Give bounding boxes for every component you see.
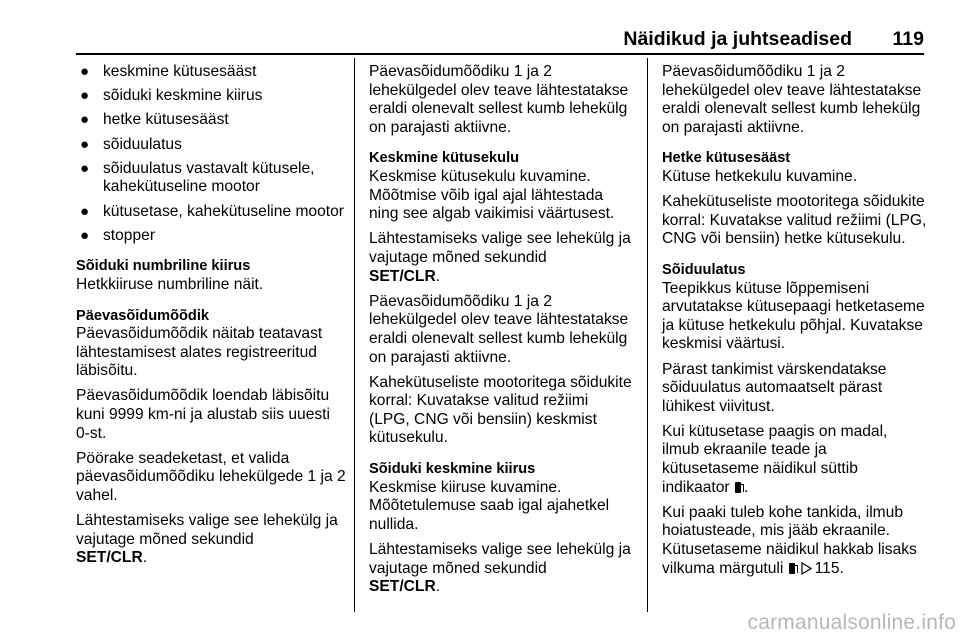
paragraph: Päevasõidumõõdiku 1 ja 2 lehekülgedel olev teave lähtestatakse eraldi olenevalt sellest kumb lehekülg on parajasti aktiivne.	[369, 63, 629, 136]
paragraph: Päevasõidumõõdik näitab teatavast lähtestamisest alates registreeritud läbisõitu.	[76, 325, 323, 380]
page-reference-arrow-icon	[801, 562, 812, 575]
list-item: ● stopper	[80, 226, 156, 244]
section-heading: Sõiduki numbriline kiirus	[76, 258, 251, 275]
bullet-icon: ●	[80, 87, 90, 105]
bullet-icon: ●	[80, 111, 90, 129]
page-title: Näidikud ja juhtseadised	[623, 28, 852, 50]
section-heading: Keskmine kütusekulu	[369, 150, 520, 167]
section-heading: Hetke kütusesääst	[662, 150, 791, 167]
paragraph: Lähtestamiseks valige see lehekülg ja vajutage mõned sekundid SET/CLR.	[369, 541, 631, 596]
list-item: ● hetke kütusesääst	[80, 111, 229, 129]
section-heading: Sõiduulatus	[662, 261, 746, 278]
section-digital-speed	[76, 257, 348, 294]
paragraph: Kui paaki tuleb kohe tankida, ilmub hoiatusteade, mis jääb ekraanile. Kütusetaseme näidikul hakkab lisaks vilkuma märgutuli 115.	[662, 503, 917, 577]
list-item: ● sõiduki keskmine kiirus	[80, 87, 263, 105]
list-item: ● sõiduulatus vastavalt kütusele, kahekütuseline mootor	[80, 159, 315, 196]
paragraph: Päevasõidumõõdiku 1 ja 2 lehekülgedel olev teave lähtestatakse eraldi olenevalt sellest kumb lehekülg on parajasti aktiivne.	[369, 292, 629, 366]
paragraph: Kütuse hetkekulu kuvamine.	[662, 167, 858, 185]
section-trip-odometer	[76, 307, 348, 569]
column-divider-1	[354, 58, 355, 612]
paragraph: Päevasõidumõõdik loendab läbisõitu kuni 9999 km-ni ja alustab siis uuesti 0-st.	[76, 387, 330, 442]
bullet-list	[76, 63, 348, 245]
paragraph: Keskmise kütusekulu kuvamine. Mõõtmise võib igal ajal lähtestada ning see algab vaikimisi väärtusest.	[369, 167, 615, 223]
bullet-icon: ●	[80, 63, 90, 80]
paragraph: Pöörake seadeketast, et valida päevasõidumõõdiku lehekülgede 1 ja 2 vahel.	[76, 449, 346, 505]
bullet-icon: ●	[80, 159, 90, 177]
section-heading: Päevasõidumõõdik	[76, 307, 210, 324]
header-rule	[76, 53, 924, 55]
column-divider-2	[647, 58, 648, 612]
page-reference-link[interactable]: 115.	[814, 559, 844, 577]
paragraph: Kui kütusetase paagis on madal, ilmub ekraanile teade ja kütusetaseme näidikul süttib indikaator .	[662, 422, 888, 496]
column-2	[369, 63, 633, 603]
paragraph: Teepikkus kütuse lõppemiseni arvutatakse kütusepaagi hetketaseme ja kütuse hetkekulu põhjal. Kuvatakse keskmisi väärtusi.	[662, 279, 925, 353]
paragraph: Kahekütuseliste mootoritega sõidukite korral: Kuvatakse valitud režiimi (LPG, CNG või bensiin) hetke kütusekulu.	[662, 193, 927, 248]
paragraph: Keskmise kiiruse kuvamine. Mõõtetulemuse saab igal ajahetkel nullida.	[369, 478, 610, 533]
paragraph: Pärast tankimist värskendatakse sõiduulatus automaatselt pärast lühikest viivitust.	[662, 360, 887, 415]
bullet-icon: ●	[80, 202, 90, 220]
section-heading: Sõiduki keskmine kiirus	[369, 461, 536, 478]
fuel-pump-icon	[734, 481, 744, 494]
column-1	[76, 63, 348, 575]
page-header	[0, 27, 960, 53]
paragraph: Päevasõidumõõdiku 1 ja 2 lehekülgedel olev teave lähtestatakse eraldi olenevalt sellest kumb lehekülg on parajasti aktiivne.	[662, 63, 922, 136]
section-average-speed	[369, 460, 633, 597]
paragraph: Lähtestamiseks valige see lehekülg ja vajutage mõned sekundid SET/CLR.	[369, 230, 631, 285]
section-average-consumption	[369, 149, 633, 448]
list-item: ● keskmine kütusesääst	[80, 63, 257, 80]
section-instant-consumption	[662, 149, 928, 249]
bullet-icon: ●	[80, 226, 90, 244]
list-item: ● sõiduulatus	[80, 135, 182, 153]
fuel-pump-icon	[788, 562, 798, 575]
watermark: carmanualsonline.info	[747, 611, 956, 634]
bullet-icon: ●	[80, 135, 90, 153]
column-3	[662, 63, 928, 585]
paragraph: Lähtestamiseks valige see lehekülg ja vajutage mõned sekundid SET/CLR.	[76, 512, 338, 567]
page-number: 119	[892, 28, 924, 50]
paragraph: Hetkkiiruse numbriline näit.	[76, 275, 264, 293]
paragraph: Kahekütuseliste mootoritega sõidukite korral: Kuvatakse valitud režiimi (LPG, CNG või bensiin) keskmist kütusekulu.	[369, 373, 632, 447]
list-item: ● kütusetase, kahekütuseline mootor	[80, 202, 344, 220]
section-range	[662, 261, 928, 578]
button-name: SET/CLR	[369, 267, 436, 285]
button-name: SET/CLR	[369, 578, 436, 596]
button-name: SET/CLR	[76, 549, 143, 567]
